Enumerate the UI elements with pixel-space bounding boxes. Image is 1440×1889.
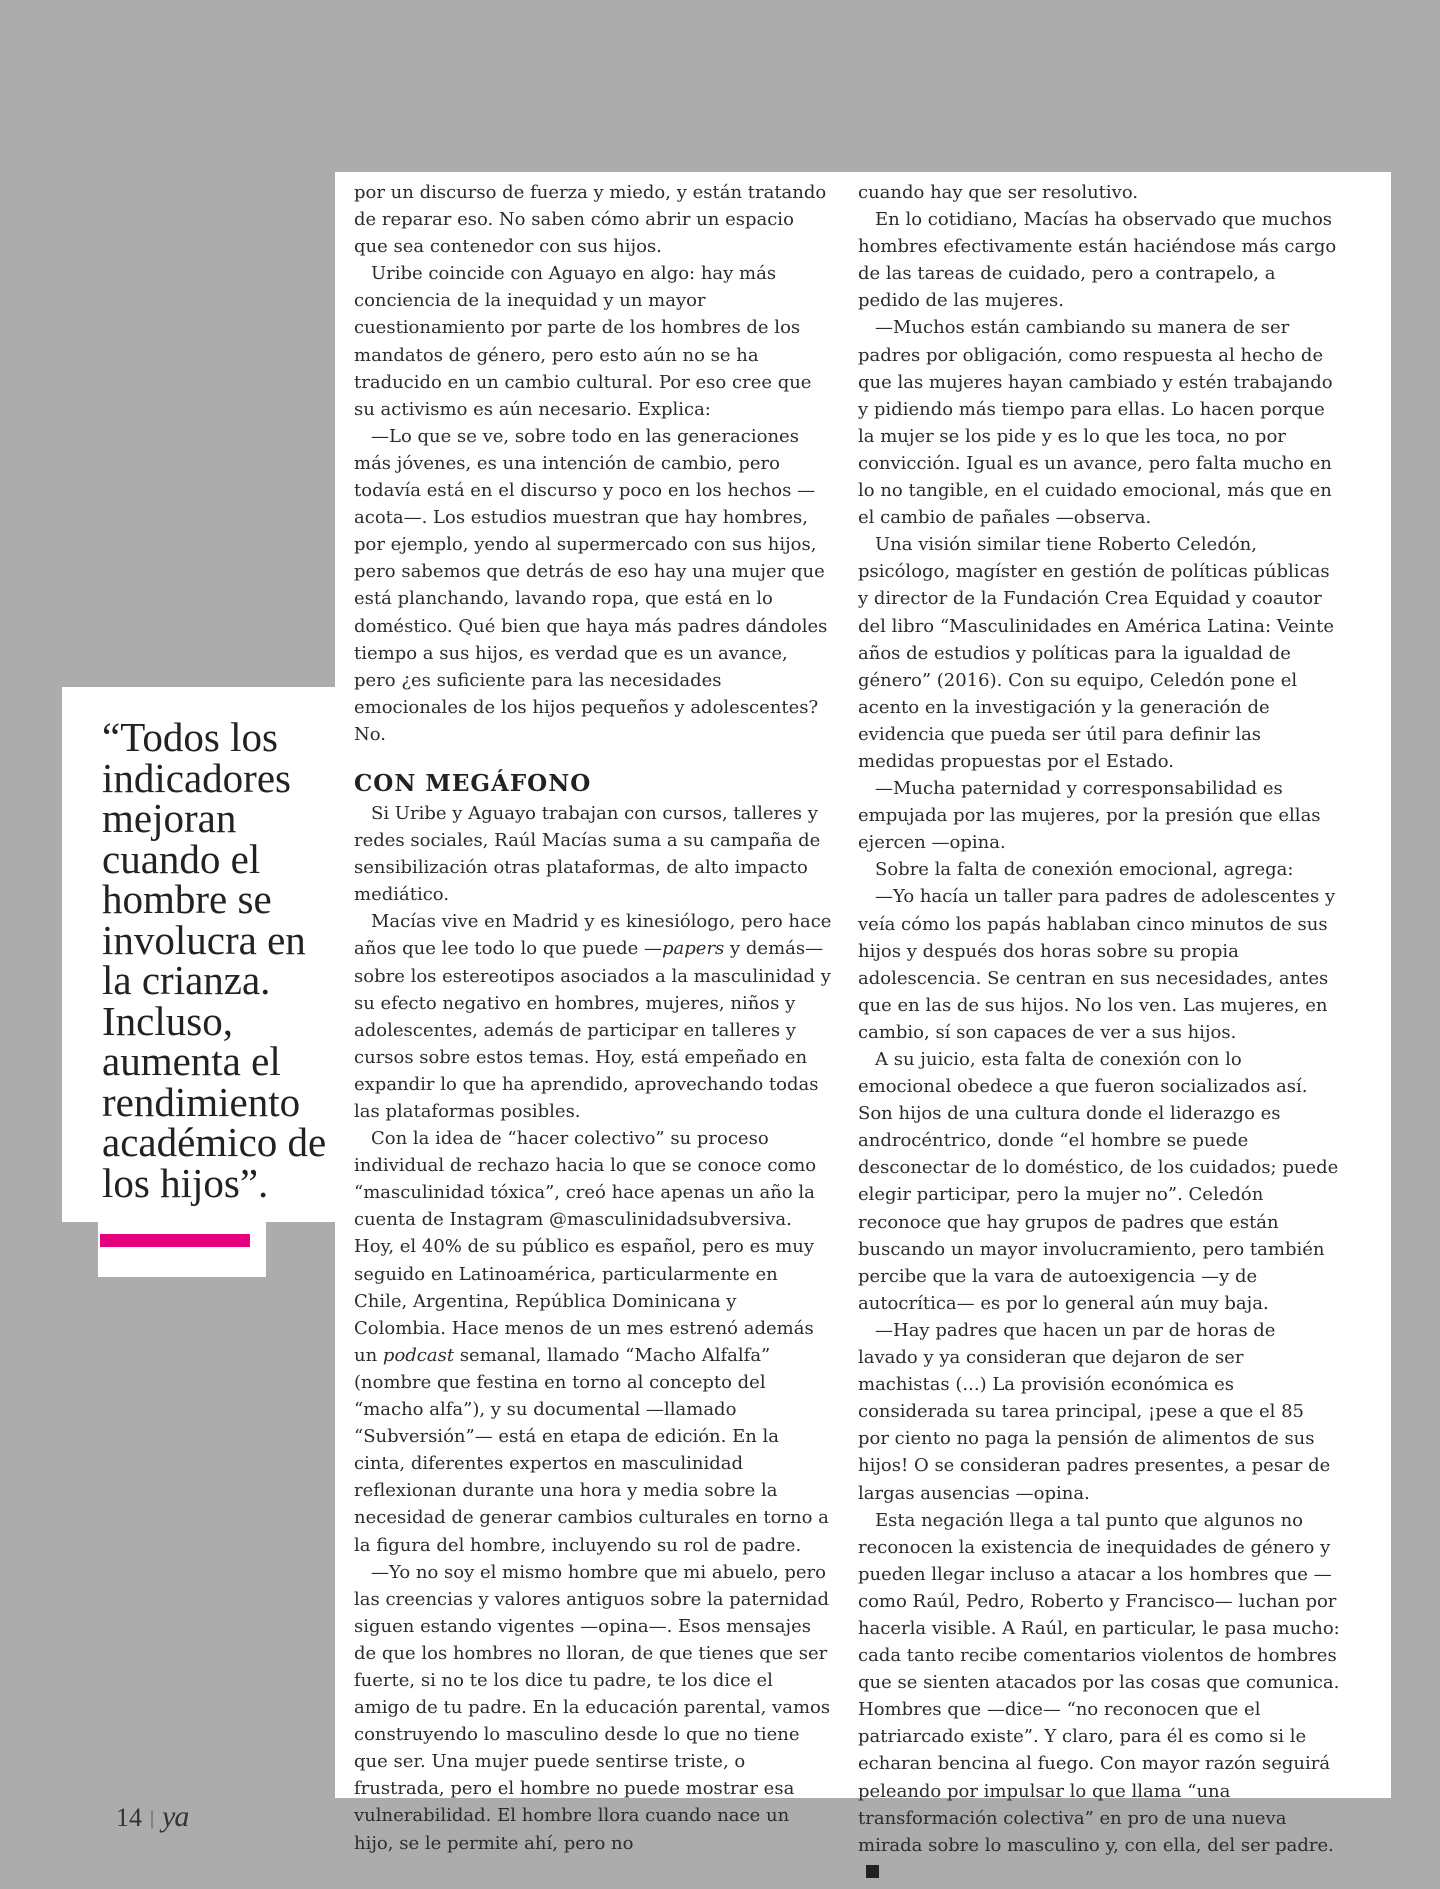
pull-quote-tab [98, 1222, 266, 1277]
left-column [354, 179, 832, 1857]
paragraph: A su juicio, esta falta de conexión con lo emocional obedece a que fueron socializados así. Son hijos de una cultura donde el liderazgo es androcéntrico, donde “el hombre se puede desconectar de lo doméstico, de los cuidados; puede elegir participar, pero la mujer no”. Celedón reconoce que hay grupos de padres que están buscando un mayor involucramiento, pero también percibe que la vara de autoexigencia —y de autocrítica— es por lo general aún muy baja. [858, 1049, 1339, 1314]
paragraph [354, 1125, 832, 1559]
pull-quote [62, 687, 335, 1222]
folio-separator: | [150, 1807, 155, 1829]
paragraph: Uribe coincide con Aguayo en algo: hay más conciencia de la inequidad y un mayor cuestionamiento por parte de los hombres de los mandatos de género, pero esto aún no se ha traducido en un cambio cultural. Por eso cree que su activismo es aún necesario. Explica: [354, 263, 812, 420]
paragraph: Una visión similar tiene Roberto Celedón, psicólogo, magíster en gestión de políticas públicas y director de la Fundación Crea Equidad y coautor del libro “Masculinidades en América Latina: Veinte años de estudios y políticas para la igualdad de género” (2016). Con su equipo, Celedón pone el acento en la investigación y la generación de evidencia que pueda ser útil para definir las medidas propuestas por el Estado. [858, 534, 1334, 772]
right-column [858, 179, 1340, 1886]
pull-quote-text: “Todos los indicadores mejoran cuando el hombre se involucra en la crianza. Incluso, aumenta el rendimiento académico de los hijos”. [102, 714, 327, 1206]
text-run: y demás— sobre los estereotipos asociados a la masculinidad y su efecto negativo en hombres, mujeres, niños y adolescentes, además de participar en talleres y cursos sobre estos temas. Hoy, está empeñado en expandir lo que ha aprendido, aprovechando todas las plataformas posibles. [354, 938, 831, 1122]
paragraph: por un discurso de fuerza y miedo, y están tratando de reparar eso. No saben cómo abrir un espacio que sea contenedor con sus hijos. [354, 182, 827, 258]
paragraph: Sobre la falta de conexión emocional, agrega: [875, 859, 1294, 881]
page-footer [116, 1800, 188, 1834]
magazine-logo: ya [162, 1800, 189, 1833]
italic-text: papers [662, 938, 725, 960]
text-run: semanal, llamado “Macho Alfalfa” (nombre que festina en torno al concepto del “macho alfa”), y su documental —llamado “Subversión”— está en etapa de edición. En la cinta, diferentes expertos en masculinidad reflexionan durante una hora y media sobre la necesidad de generar cambios culturales en torno a la figura del hombre, incluyendo su rol de padre. [354, 1344, 829, 1556]
page-number: 14 [116, 1803, 142, 1832]
paragraph: En lo cotidiano, Macías ha observado que muchos hombres efectivamente están haciéndose más cargo de las tareas de cuidado, pero a contrapelo, a pedido de las mujeres. [858, 209, 1337, 312]
article-page [335, 172, 1391, 1856]
section-heading: CON MEGÁFONO [354, 769, 592, 797]
text-run: Esta negación llega a tal punto que algunos no reconocen la existencia de inequidades de género y pueden llegar incluso a atacar a los hombres que —como Raúl, Pedro, Roberto y Francisco— luchan por hacerla visible. A Raúl, en particular, le pasa mucho: cada tanto recibe comentarios violentos de hombres que se sienten atacados por las cosas que comunica. Hombres que —dice— “no reconocen que el patriarcado existe”. Y claro, para él es como si le echaran bencina al fuego. Con mayor razón seguirá peleando por impulsar lo que llama “una transformación colectiva” en pro de una nueva mirada sobre lo masculino y, con ella, del ser padre. [858, 1509, 1340, 1856]
paragraph: —Muchos están cambiando su manera de ser padres por obligación, como respuesta al hecho de que las mujeres hayan cambiado y estén trabajando y pidiendo más tiempo para ellas. Lo hacen porque la mujer se los pide y es lo que les toca, no por convicción. Igual es un avance, pero falta mucho en lo no tangible, en el cuidado emocional, más que en el cambio de pañales —observa. [858, 317, 1333, 529]
paragraph: —Yo no soy el mismo hombre que mi abuelo, pero las creencias y valores antiguos sobre la paternidad siguen estando vigentes —opina—. Esos mensajes de que los hombres no lloran, de que tienes que ser fuerte, si no te los dice tu padre, te los dice el amigo de tu padre. En la educación parental, vamos construyendo lo masculino desde lo que no tiene que ser. Una mujer puede sentirse triste, o frustrada, pero el hombre no puede mostrar esa vulnerabilidad. El hombre llora cuando nace un hijo, se le permite ahí, pero no [354, 1561, 831, 1854]
end-mark-icon [866, 1865, 879, 1878]
italic-text: podcast [382, 1344, 455, 1366]
accent-bar [100, 1234, 250, 1247]
paragraph: Si Uribe y Aguayo trabajan con cursos, talleres y redes sociales, Raúl Macías suma a su campaña de sensibilización otras plataformas, de alto impacto mediático. [354, 802, 821, 906]
text-run: Macías vive en Madrid y es kinesiólogo, pero hace años que lee todo lo que puede — [354, 911, 832, 960]
paragraph: —Yo hacía un taller para padres de adolescentes y veía cómo los papás hablaban cinco minutos de sus hijos y después dos horas sobre su propia adolescencia. Se centran en sus necesidades, antes que en las de sus hijos. No los ven. Las mujeres, en cambio, sí son capaces de ver a sus hijos. [858, 886, 1336, 1043]
paragraph [354, 908, 832, 1125]
text-run: Con la idea de “hacer colectivo” su proceso individual de rechazo hacia lo que se conoce como “masculinidad tóxica”, creó hace apenas un año la cuenta de Instagram @masculinidadsubversiva. Hoy, el 40% de su público es español, pero es muy seguido en Latinoamérica, particularmente en Chile, Argentina, República Dominicana y Colombia. Hace menos de un mes estrenó además un [354, 1128, 817, 1366]
paragraph: —Hay padres que hacen un par de horas de lavado y ya consideran que dejaron de ser machistas (...) La provisión económica es considerada su tarea principal, ¡pese a que el 85 por ciento no paga la pensión de alimentos de sus hijos! O se consideran padres presentes, a pesar de largas ausencias —opina. [858, 1319, 1331, 1504]
paragraph [858, 1507, 1340, 1886]
paragraph: cuando hay que ser resolutivo. [858, 182, 1139, 203]
paragraph: —Mucha paternidad y corresponsabilidad es empujada por las mujeres, por la presión que ellas ejercen —opina. [858, 778, 1321, 854]
paragraph: —Lo que se ve, sobre todo en las generaciones más jóvenes, es una intención de cambio, pero todavía está en el discurso y poco en los hechos —acota—. Los estudios muestran que hay hombres, por ejemplo, yendo al supermercado con sus hijos, pero sabemos que detrás de eso hay una mujer que está planchando, lavando ropa, que está en lo doméstico. Qué bien que haya más padres dándoles tiempo a sus hijos, es verdad que es un avance, pero ¿es suficiente para las necesidades emocionales de los hijos pequeños y adolescentes? No. [354, 425, 828, 745]
